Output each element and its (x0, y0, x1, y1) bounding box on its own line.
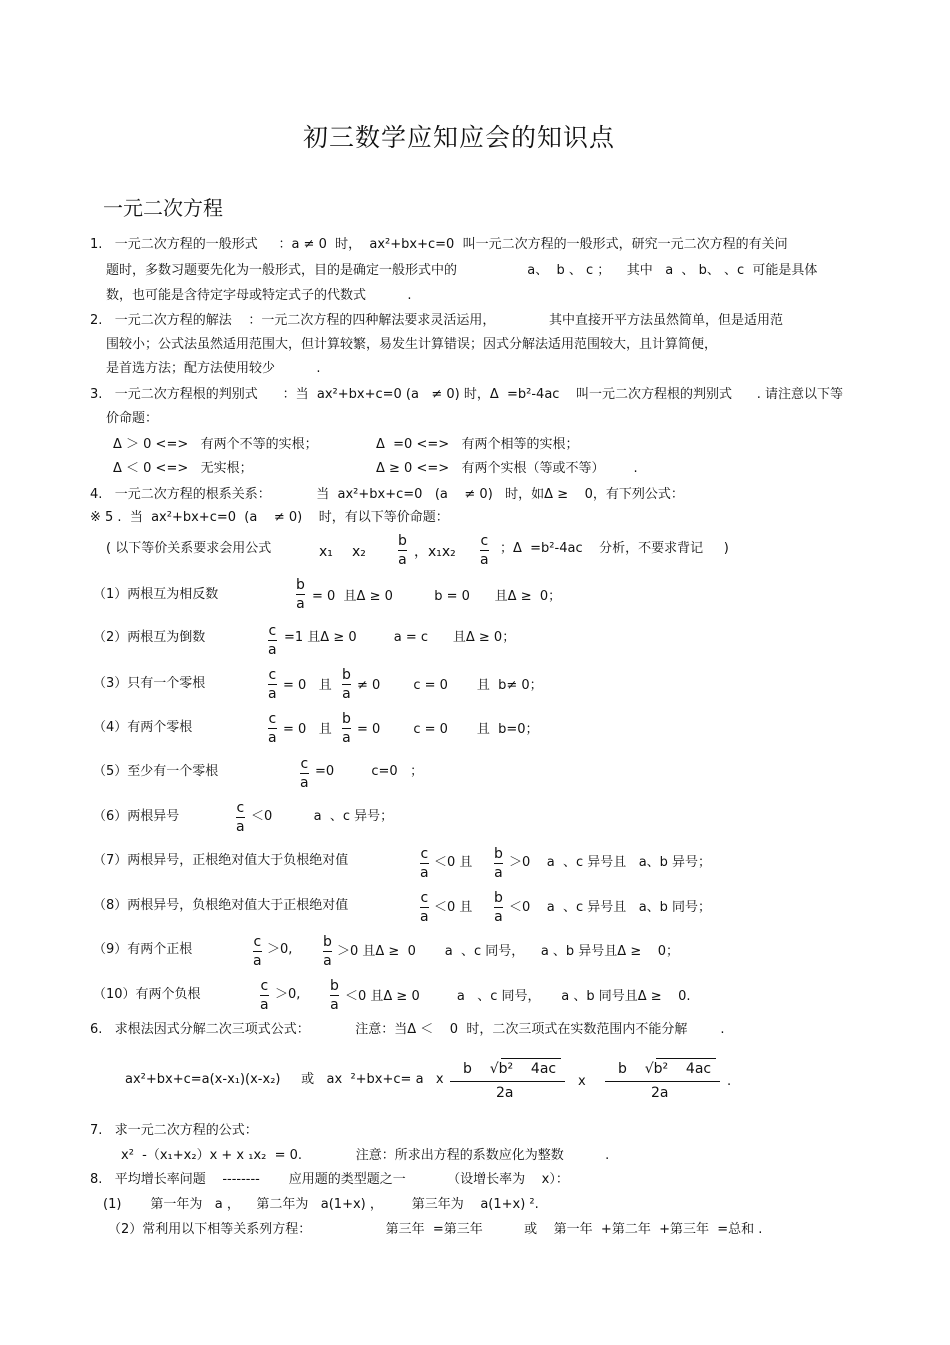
root-denominator-1: 2a (496, 1085, 514, 1101)
item-4: 4. 一元二次方程的根系关系： 当 ax²+bx+c=0 (a ≠ 0) 时，如Δ ≥ 0，有下列公式： (90, 487, 684, 502)
factor-end: . (727, 1074, 732, 1089)
item-5: ※ 5 . 当 ax²+bx+c=0 (a ≠ 0) 时，有以下等价命题： (90, 510, 449, 525)
item-1-line-2: 题时，多数习题要先化为一般形式，目的是确定一般形式中的 a、 b 、 c ； 其中 a 、 b、 、c 可能是具体 (106, 263, 818, 278)
case-10-condition-2: ＜0 且Δ ≥ 0 a 、c 同号， a 、b 同号且Δ ≥ 0. (345, 989, 691, 1004)
case-5-condition: =0 c=0 ； (315, 764, 424, 779)
case-7-fraction-c: c a (420, 846, 429, 881)
case-3-condition-1: = 0 且 (283, 678, 332, 693)
case-3-fraction-c: c a (268, 667, 277, 702)
case-10-label: （10）有两个负根 (93, 987, 201, 1002)
case-5-label: （5）至少有一个零根 (93, 764, 219, 779)
item-8-sub-2: （2）常利用以下相等关系列方程： 第三年 =第三年 或 第一年 +第二年 +第三年 =总和 . (108, 1222, 763, 1237)
x2-label: x₂ (352, 544, 366, 560)
item-3-line-1: 3. 一元二次方程根的判别式 ：当 ax²+bx+c=0 (a ≠ 0) 时，Δ =b²-4ac 叫一元二次方程根的判别式 . 请注意以下等 (90, 387, 844, 402)
case-7-fraction-b: b a (494, 846, 503, 881)
item-1-line-1: 1. 一元二次方程的一般形式 ：a ≠ 0 时， ax²+bx+c=0 叫一元二次方程的一般形式，研究一元二次方程的有关问 (90, 237, 788, 252)
discriminant-eq-zero: Δ =0 <=> 有两个相等的实根； (376, 437, 579, 452)
case-4-fraction-b: b a (342, 711, 351, 746)
case-7-label: （7）两根异号，正根绝对值大于负根绝对值 (93, 853, 349, 868)
case-9-fraction-b: b a (323, 934, 332, 969)
case-6-fraction: c a (236, 800, 245, 835)
root-numerator-2: b √b² 4ac (618, 1061, 712, 1077)
case-7-condition-2: ＞0 a 、c 异号且 a、b 异号； (509, 855, 712, 870)
item-8: 8. 平均增长率问题 -------- 应用题的类型题之一 （设增长率为 x）： (90, 1172, 569, 1187)
case-7-condition-1: ＜0 且 (434, 855, 473, 870)
case-9-label: （9）有两个正根 (93, 942, 193, 957)
item-2-line-3: 是首选方法；配方法使用较少 . (106, 361, 321, 376)
sqrt-bar-2 (656, 1058, 716, 1059)
item-5-note-start: ( 以下等价关系要求会用公式 (106, 541, 272, 556)
page-title: 初三数学应知应会的知识点 (303, 123, 616, 152)
case-3-condition-2: ≠ 0 c = 0 且 b≠ 0； (357, 678, 543, 693)
case-2-label: （2）两根互为倒数 (93, 630, 206, 645)
sqrt-bar-1 (501, 1058, 561, 1059)
case-9-condition-2: ＞0 且Δ ≥ 0 a 、c 同号， a 、b 异号且Δ ≥ 0； (337, 944, 680, 959)
case-8-condition-1: ＜0 且 (434, 900, 473, 915)
fraction-b-over-a: b a (398, 533, 407, 568)
root-numerator-1: b √b² 4ac (463, 1061, 557, 1077)
item-6: 6. 求根法因式分解二次三项式公式： 注意：当Δ ＜ 0 时，二次三项式在实数范围内不能分解 . (90, 1022, 725, 1037)
case-3-label: （3）只有一个零根 (93, 676, 206, 691)
case-10-fraction-c: c a (260, 978, 269, 1013)
case-6-label: （6）两根异号 (93, 809, 180, 824)
root-fraction-bar-2 (605, 1081, 720, 1082)
case-4-fraction-c: c a (268, 711, 277, 746)
case-8-label: （8）两根异号，负根绝对值大于正根绝对值 (93, 898, 349, 913)
root-denominator-2: 2a (651, 1085, 669, 1101)
item-5-note-end: ；Δ =b²-4ac 分析，不要求背记 ) (500, 541, 729, 556)
fraction-c-over-a: c a (480, 533, 489, 568)
case-10-condition-1: ＞0, (275, 987, 301, 1002)
case-5-fraction: c a (300, 756, 309, 791)
case-6-condition: ＜0 a 、c 异号； (251, 809, 394, 824)
case-2-fraction: c a (268, 623, 277, 658)
item-3-line-2: 价命题： (106, 411, 159, 426)
factor-x: x (578, 1074, 586, 1089)
item-2-line-2: 围较小；公式法虽然适用范围大，但计算较繁，易发生计算错误；因式分解法适用范围较大，且计算简便， (106, 337, 718, 352)
item-8-sub-1: (1) 第一年为 a ， 第二年为 a(1+x) ， 第三年为 a(1+x) ². (103, 1197, 539, 1212)
case-1-condition: = 0 且Δ ≥ 0 b = 0 且Δ ≥ 0； (312, 589, 562, 604)
x1x2-label: ，x₁x₂ (414, 544, 456, 560)
case-8-fraction-c: c a (420, 890, 429, 925)
case-10-fraction-b: b a (330, 978, 339, 1013)
item-1-line-3: 数，也可能是含待定字母或特定式子的代数式 . (106, 288, 412, 303)
case-1-label: （1）两根互为相反数 (93, 587, 219, 602)
case-4-label: （4）有两个零根 (93, 720, 193, 735)
section-heading: 一元二次方程 (103, 196, 223, 220)
case-8-fraction-b: b a (494, 890, 503, 925)
x1-label: x₁ (319, 544, 333, 560)
case-9-fraction-c: c a (253, 934, 262, 969)
root-fraction-bar-1 (450, 1081, 565, 1082)
case-1-fraction: b a (296, 577, 305, 612)
case-3-fraction-b: b a (342, 667, 351, 702)
discriminant-gt-zero: Δ ＞ 0 <=> 有两个不等的实根； (113, 437, 318, 452)
factor-formula-left: ax²+bx+c=a(x-x₁)(x-x₂) 或 ax ²+bx+c= a x (125, 1072, 444, 1087)
item-2-line-1: 2. 一元二次方程的解法 ：一元二次方程的四种解法要求灵活运用， 其中直接开平方法虽然简单，但是适用范 (90, 313, 784, 328)
case-4-condition-1: = 0 且 (283, 722, 332, 737)
discriminant-lt-zero: Δ ＜ 0 <=> 无实根； (113, 461, 253, 476)
case-2-condition: =1 且Δ ≥ 0 a = c 且Δ ≥ 0； (284, 630, 516, 645)
case-8-condition-2: ＜0 a 、c 异号且 a、b 同号； (509, 900, 712, 915)
discriminant-ge-zero: Δ ≥ 0 <=> 有两个实根（等或不等） . (376, 461, 638, 476)
item-7: 7. 求一元二次方程的公式： (90, 1123, 258, 1138)
case-4-condition-2: = 0 c = 0 且 b=0； (357, 722, 539, 737)
case-9-condition-1: ＞0, (267, 942, 293, 957)
item-7-formula: x² -（x₁+x₂）x + x ₁x₂ = 0. 注意：所求出方程的系数应化为整数 . (121, 1148, 610, 1163)
